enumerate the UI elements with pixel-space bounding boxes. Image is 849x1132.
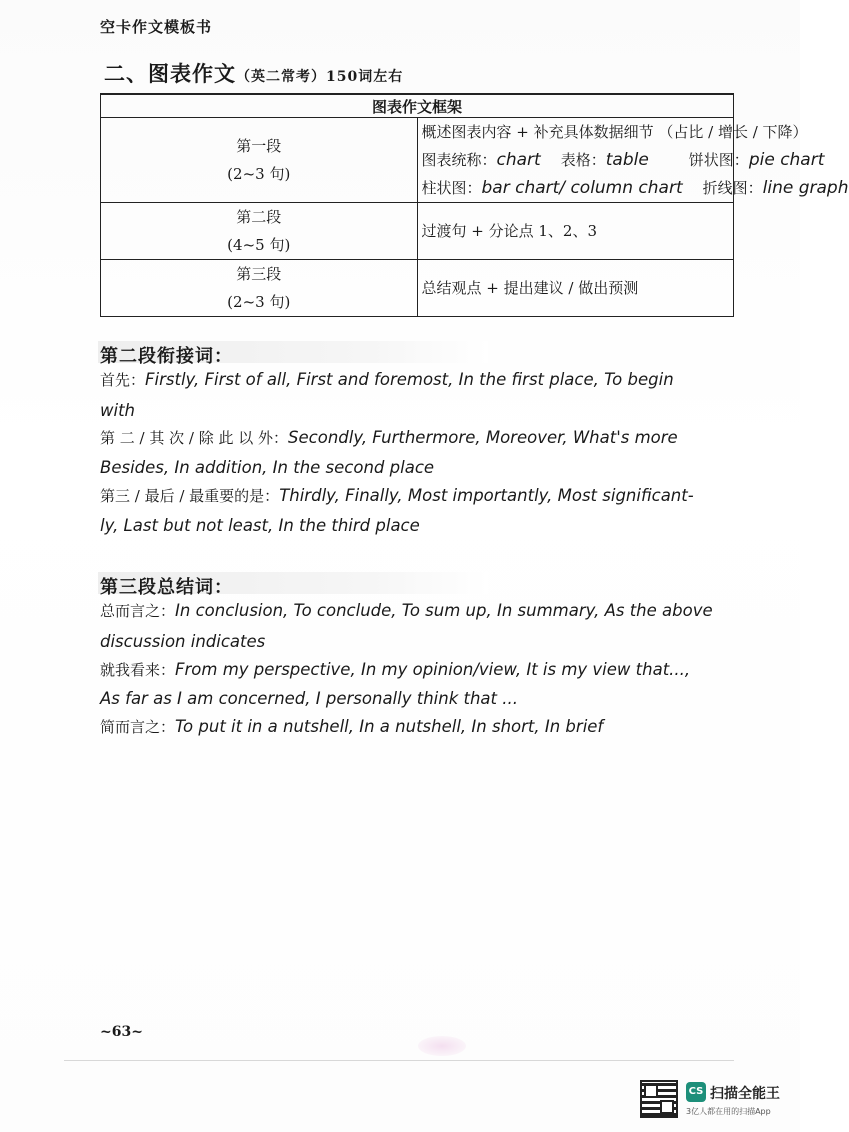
phrase-label: 首先：	[100, 371, 146, 389]
section-title-main: 二、图表作文	[104, 61, 236, 86]
phrase-text: To put it in a nutshell, In a nutshell, In short, In brief	[175, 717, 604, 736]
paragraph-label: 第一段	[236, 137, 282, 155]
watermark-tagline: 3亿人都在用的扫描App	[686, 1107, 771, 1116]
chart-terms-line-2	[421, 174, 849, 202]
camscanner-logo-icon: CS	[686, 1082, 706, 1102]
qr-code-icon	[640, 1080, 678, 1118]
framework-table	[100, 93, 849, 317]
phrase-text: Thirdly, Finally, Most importantly, Most significant-	[279, 486, 694, 505]
paragraph-cell	[101, 118, 418, 203]
list-item-continuation	[100, 400, 135, 422]
list-item	[100, 369, 674, 391]
section-title	[104, 58, 403, 88]
phrase-text: Besides, In addition, In the second place	[100, 458, 435, 477]
framework-caption: 图表作文框架	[101, 94, 734, 118]
term-english: bar chart/ column chart	[481, 178, 683, 198]
term-english: table	[605, 150, 649, 170]
table-row	[101, 118, 734, 203]
conclusions-heading: 第三段总结词：	[100, 577, 233, 598]
phrase-label: 总而言之：	[100, 602, 176, 620]
list-item-continuation	[100, 688, 518, 710]
scan-smudge	[418, 1036, 466, 1056]
paragraph-cell	[101, 260, 418, 317]
description-cell	[417, 260, 734, 317]
term-english: chart	[496, 150, 541, 170]
list-item-continuation	[100, 457, 434, 479]
section-subtitle: （英二常考）150词左右	[236, 69, 404, 85]
transitions-heading: 第二段衔接词：	[100, 346, 233, 367]
phrase-label: 第三 / 最后 / 最重要的是：	[100, 487, 280, 505]
book-title: 空卡作文模板书	[100, 18, 213, 36]
term-label: 饼状图：	[688, 151, 749, 169]
term-english: line graph	[762, 178, 849, 198]
phrase-text: ly, Last but not least, In the third place	[100, 516, 420, 535]
term-label: 表格：	[560, 151, 606, 169]
sentence-count: (2~3 句)	[227, 293, 291, 311]
description-cell	[417, 118, 849, 203]
term-label: 图表统称：	[421, 151, 497, 169]
phrase-text: As far as I am concerned, I personally think that ...	[100, 689, 518, 708]
phrase-text: with	[100, 401, 136, 420]
sentence-count: (4~5 句)	[227, 236, 291, 254]
sentence-count: (2~3 句)	[227, 165, 291, 183]
paragraph-description: 过渡句 + 分论点 1、2、3	[421, 222, 598, 240]
phrase-label: 简而言之：	[100, 718, 176, 736]
page-number: ~63~	[100, 1024, 143, 1040]
phrase-text: In conclusion, To conclude, To sum up, In summary, As the above	[175, 601, 713, 620]
list-item	[100, 716, 603, 738]
paragraph-description: 总结观点 + 提出建议 / 做出预测	[421, 279, 639, 297]
list-item	[100, 427, 678, 449]
phrase-text: From my perspective, In my opinion/view, It is my view that...,	[175, 660, 691, 679]
phrase-text: Secondly, Furthermore, Moreover, What's more	[288, 428, 678, 447]
table-row	[101, 260, 734, 317]
phrase-label: 第 二 / 其 次 / 除 此 以 外：	[100, 429, 289, 447]
page-divider	[64, 1060, 734, 1061]
chart-terms-line-1	[421, 146, 825, 174]
table-row	[101, 203, 734, 260]
phrase-text: Firstly, First of all, First and foremost, In the first place, To begin	[145, 370, 674, 389]
list-item	[100, 659, 690, 681]
paragraph-label: 第三段	[236, 265, 282, 283]
description-cell	[417, 203, 734, 260]
paragraph-cell	[101, 203, 418, 260]
list-item-continuation	[100, 515, 420, 537]
term-label: 折线图：	[702, 179, 763, 197]
paragraph-description: 概述图表内容 + 补充具体数据细节 （占比 / 增长 / 下降）	[421, 123, 808, 141]
list-item-continuation	[100, 631, 265, 653]
term-label: 柱状图：	[421, 179, 482, 197]
watermark-app-name: 扫描全能王	[710, 1086, 780, 1102]
list-item	[100, 485, 694, 507]
phrase-label: 就我看来：	[100, 661, 176, 679]
scanner-watermark	[640, 1080, 790, 1122]
list-item	[100, 600, 713, 622]
paragraph-label: 第二段	[236, 208, 282, 226]
phrase-text: discussion indicates	[100, 632, 266, 651]
term-english: pie chart	[748, 150, 825, 170]
